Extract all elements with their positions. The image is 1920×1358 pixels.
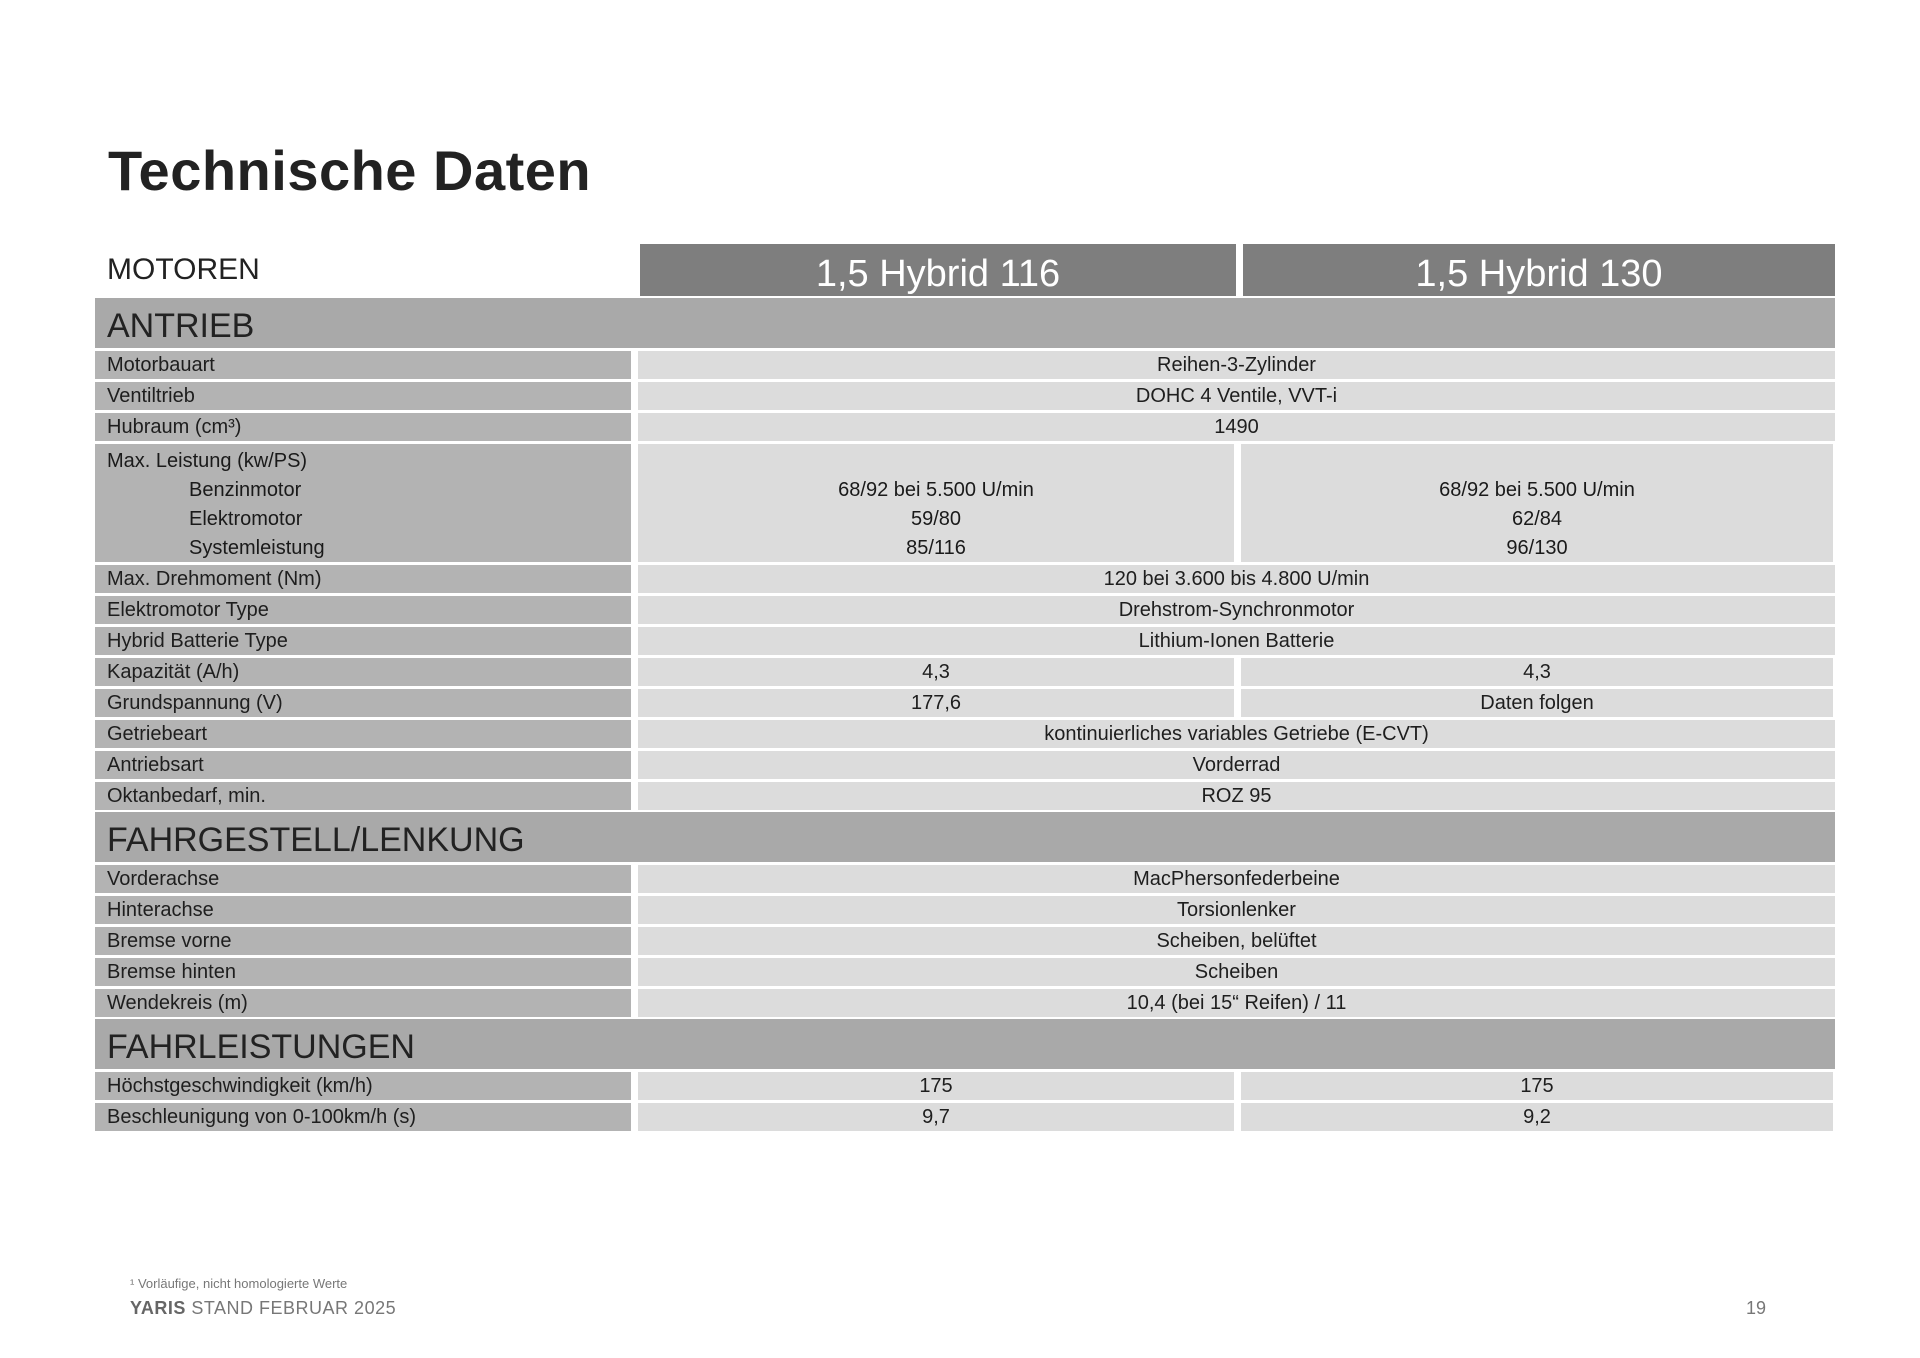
table-row (95, 1103, 1835, 1131)
row-label: Höchstgeschwindigkeit (km/h) (95, 1072, 631, 1100)
table-row (95, 958, 1835, 986)
section-header-fahrgestell: FAHRGESTELL/LENKUNG (95, 812, 1835, 862)
table-row (95, 382, 1835, 410)
row-value: Lithium-Ionen Batterie (638, 627, 1835, 655)
footer-brand: YARIS (130, 1298, 186, 1318)
row-value: 10,4 (bei 15“ Reifen) / 11 (638, 989, 1835, 1017)
page-title: Technische Daten (108, 139, 592, 202)
row-label-max-leistung (95, 444, 631, 562)
row-value: 68/92 bei 5.500 U/min (838, 479, 1034, 501)
table-row (95, 751, 1835, 779)
row-value: MacPhersonfederbeine (638, 865, 1835, 893)
table-row (95, 596, 1835, 624)
table-row (95, 865, 1835, 893)
row-label: Ventiltrieb (95, 382, 631, 410)
row-value-hybrid-116: 9,7 (638, 1103, 1234, 1131)
row-label: Hybrid Batterie Type (95, 627, 631, 655)
footnote: ¹ Vorläufige, nicht homologierte Werte (130, 1276, 348, 1291)
row-label: Bremse vorne (95, 927, 631, 955)
table-row (95, 896, 1835, 924)
sub-label-systemleistung: Systemleistung (189, 537, 325, 559)
model-header-hybrid-130: 1,5 Hybrid 130 (1243, 244, 1835, 296)
table-row (95, 627, 1835, 655)
leistung-values-hybrid-130 (1241, 444, 1833, 562)
row-value: 62/84 (1511, 508, 1563, 530)
row-label: Beschleunigung von 0-100km/h (s) (95, 1103, 631, 1131)
table-row (95, 927, 1835, 955)
row-label: Max. Leistung (kw/PS) (107, 450, 308, 472)
table-row-max-leistung (95, 444, 1835, 562)
footer (130, 1298, 396, 1319)
row-label: Kapazität (A/h) (95, 658, 631, 686)
row-label: Elektromotor Type (95, 596, 631, 624)
row-value: Scheiben, belüftet (638, 927, 1835, 955)
row-value: 96/130 (1506, 537, 1568, 559)
row-value: ROZ 95 (638, 782, 1835, 810)
table-row (95, 413, 1835, 441)
row-value: Torsionlenker (638, 896, 1835, 924)
row-label: Hinterachse (95, 896, 631, 924)
row-label: Hubraum (cm³) (95, 413, 631, 441)
row-value-hybrid-130: 175 (1241, 1072, 1833, 1100)
row-value-hybrid-116: 4,3 (638, 658, 1234, 686)
table-row (95, 782, 1835, 810)
leistung-values-hybrid-116 (638, 444, 1234, 562)
page-number: 19 (1746, 1298, 1767, 1318)
table-row (95, 1072, 1835, 1100)
spec-table (95, 244, 1835, 1131)
row-label: Getriebeart (95, 720, 631, 748)
footer-date: STAND FEBRUAR 2025 (191, 1298, 397, 1318)
table-row (95, 720, 1835, 748)
row-value: 85/116 (906, 537, 966, 559)
section-header-antrieb: ANTRIEB (95, 298, 1835, 348)
row-value: Scheiben (638, 958, 1835, 986)
row-value: Drehstrom-Synchronmotor (638, 596, 1835, 624)
row-value-hybrid-130: 4,3 (1241, 658, 1833, 686)
table-row (95, 989, 1835, 1017)
row-value-hybrid-130: Daten folgen (1241, 689, 1833, 717)
table-row (95, 565, 1835, 593)
row-value: 59/80 (910, 508, 962, 530)
row-value: Vorderrad (638, 751, 1835, 779)
row-label: Oktanbedarf, min. (95, 782, 631, 810)
sub-label-elektromotor: Elektromotor (189, 508, 303, 530)
row-value-hybrid-116: 175 (638, 1072, 1234, 1100)
row-label: Grundspannung (V) (95, 689, 631, 717)
row-value: Reihen-3-Zylinder (638, 351, 1835, 379)
row-label: Wendekreis (m) (95, 989, 631, 1017)
row-value: 1490 (638, 413, 1835, 441)
row-label: Vorderachse (95, 865, 631, 893)
row-value-hybrid-116: 177,6 (638, 689, 1234, 717)
row-label: Bremse hinten (95, 958, 631, 986)
sub-label-benzinmotor: Benzinmotor (189, 479, 302, 501)
row-value: kontinuierliches variables Getriebe (E-CVT) (638, 720, 1835, 748)
row-label: Motorbauart (95, 351, 631, 379)
header-label-motoren: MOTOREN (107, 253, 260, 286)
row-label: Max. Drehmoment (Nm) (95, 565, 631, 593)
model-header-hybrid-116: 1,5 Hybrid 116 (640, 244, 1236, 296)
row-value-hybrid-130: 9,2 (1241, 1103, 1833, 1131)
table-row (95, 658, 1835, 686)
row-value: 68/92 bei 5.500 U/min (1439, 479, 1635, 501)
table-row (95, 689, 1835, 717)
table-row (95, 351, 1835, 379)
row-value: DOHC 4 Ventile, VVT-i (638, 382, 1835, 410)
row-label: Antriebsart (95, 751, 631, 779)
section-header-fahrleistungen: FAHRLEISTUNGEN (95, 1019, 1835, 1069)
table-header-row (95, 244, 1835, 296)
row-value: 120 bei 3.600 bis 4.800 U/min (638, 565, 1835, 593)
